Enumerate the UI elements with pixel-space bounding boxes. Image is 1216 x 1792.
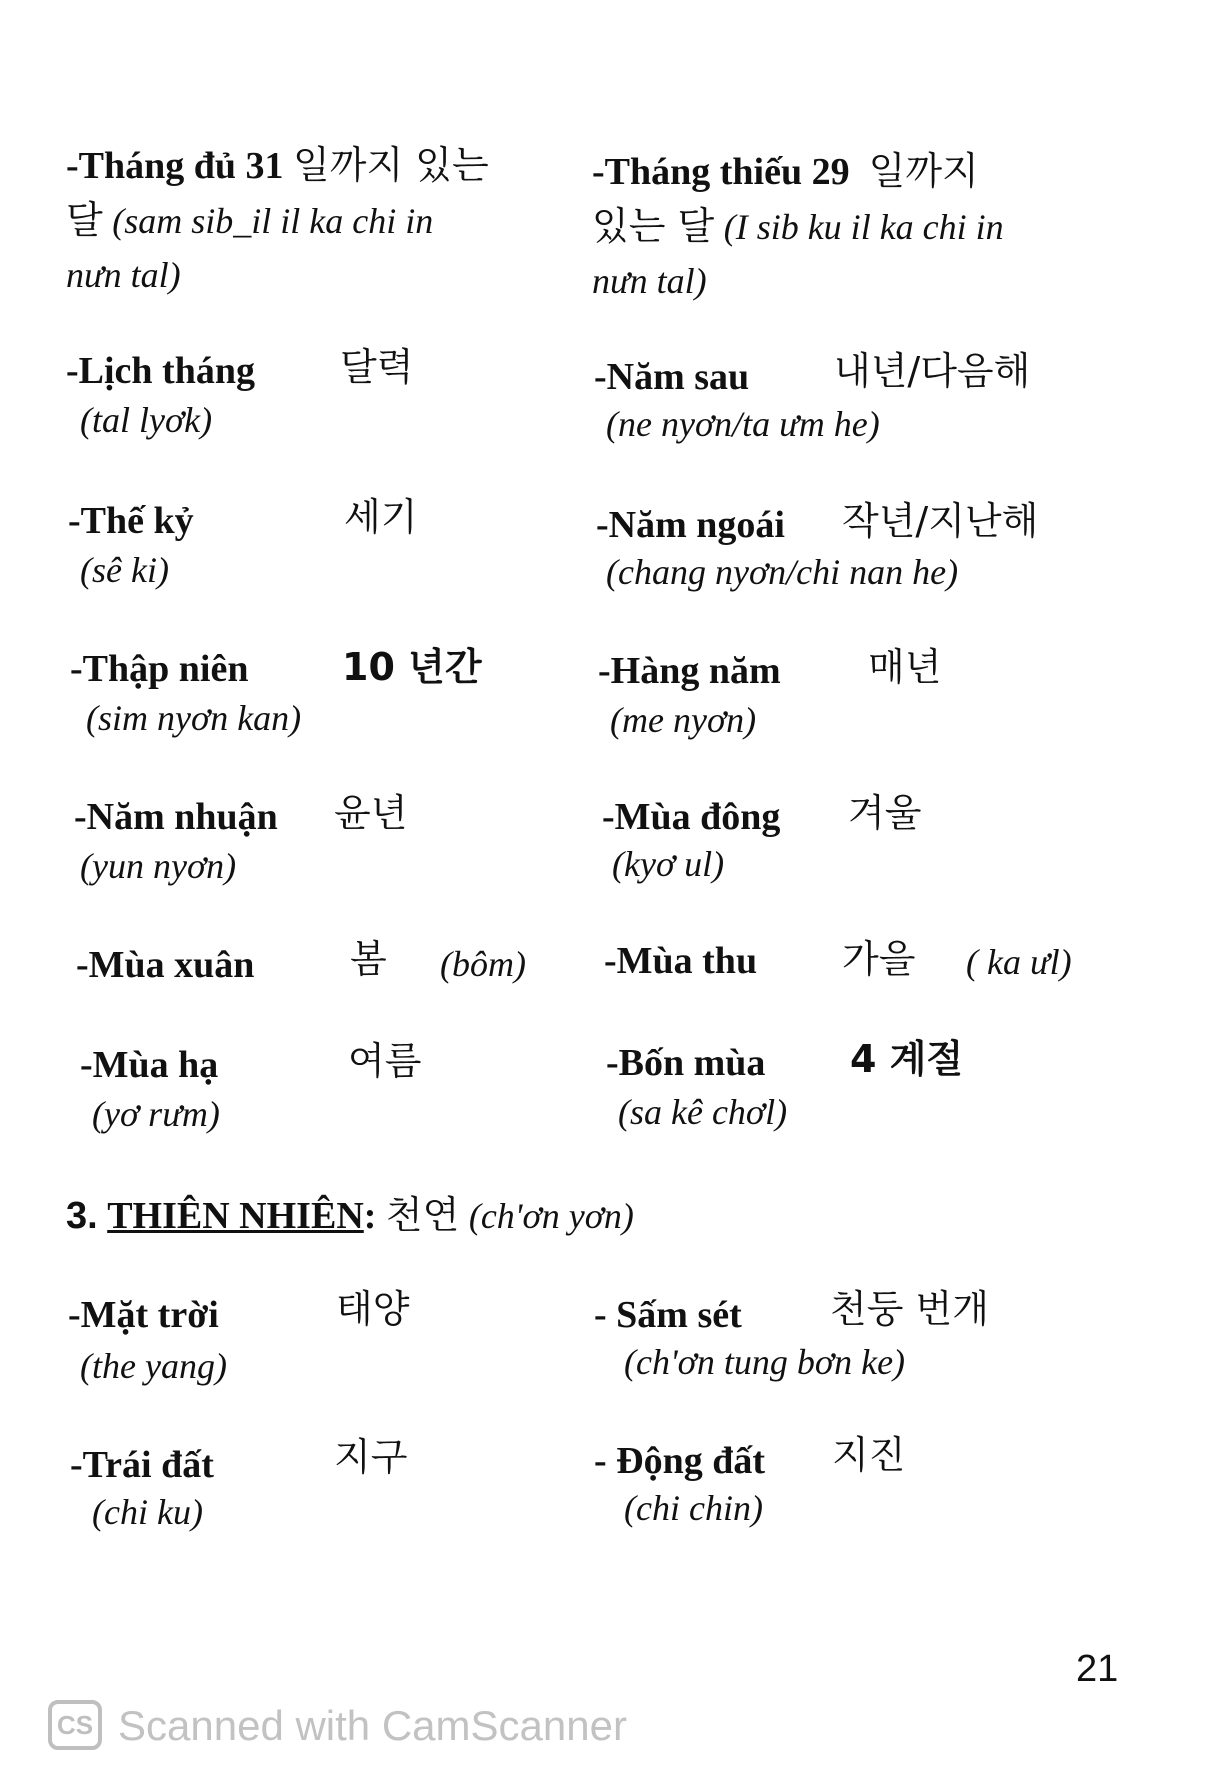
section-title: THIÊN NHIÊN: [107, 1195, 364, 1237]
section-korean: 천연: [385, 1193, 460, 1237]
entry-vietnamese: -Mùa hạ: [80, 1044, 219, 1086]
entry-korean: 겨울: [848, 791, 922, 835]
entry-thang-thieu-29: [592, 144, 1112, 308]
entry-korean: 태양: [336, 1287, 410, 1331]
entry-vietnamese: -Mùa đông: [602, 796, 781, 838]
entry-romanization: (kyơ ul): [612, 844, 725, 884]
entry-romanization: (sa kê chơl): [618, 1092, 788, 1132]
entry-korean: 4 계절: [850, 1037, 964, 1081]
entry-korean: 작년/지난해: [842, 499, 1039, 543]
entry-romanization: (sim nyơn kan): [86, 698, 302, 738]
entry-korean: 일까지: [868, 149, 979, 193]
entry-korean: 여름: [348, 1039, 422, 1083]
entry-vietnamese: -Bốn mùa: [606, 1042, 766, 1084]
entry-korean: 윤년: [334, 791, 408, 835]
entry-korean: 내년/다음해: [834, 349, 1031, 393]
entry-korean: 달: [66, 198, 103, 242]
entry-vietnamese: -Thập niên: [70, 648, 249, 690]
entry-romanization: (chi ku): [92, 1492, 203, 1532]
entry-thang-du-31: [66, 138, 546, 302]
entry-romanization: (yơ rưm): [92, 1094, 220, 1134]
entry-korean: 봄: [350, 937, 387, 981]
page-number: 21: [1076, 1648, 1119, 1690]
entry-vietnamese: -Tháng đủ 31: [66, 145, 284, 187]
entry-vietnamese: -Lịch tháng: [66, 350, 255, 392]
camscanner-logo-icon: CS: [48, 1700, 102, 1750]
entry-romanization: (chi chin): [624, 1488, 763, 1528]
entry-korean: 10 년간: [342, 645, 482, 689]
entry-romanization: (the yang): [80, 1346, 227, 1386]
entry-romanization: (chang nyơn/chi nan he): [606, 552, 959, 592]
entry-vietnamese: -Trái đất: [70, 1444, 214, 1486]
entry-vietnamese: -Năm ngoái: [596, 504, 785, 546]
entry-korean: 가을: [842, 937, 916, 981]
entry-romanization: (me nyơn): [610, 700, 757, 740]
entry-korean: 달력: [340, 345, 414, 389]
entry-vietnamese: -Mùa xuân: [76, 944, 255, 986]
entry-korean: 세기: [344, 495, 418, 539]
entry-vietnamese: -Tháng thiếu 29: [592, 151, 850, 193]
entry-romanization: nưn tal): [592, 261, 707, 301]
entry-vietnamese: -Hàng năm: [598, 650, 781, 692]
entry-vietnamese: -Năm nhuận: [74, 796, 278, 838]
entry-korean: 지구: [334, 1435, 408, 1479]
entry-romanization: nưn tal): [66, 255, 181, 295]
entry-vietnamese: - Sấm sét: [594, 1294, 742, 1336]
section-number: 3.: [66, 1195, 98, 1237]
entry-romanization: (tal lyơk): [80, 400, 213, 440]
entry-romanization: (sê ki): [80, 550, 169, 590]
scan-watermark: Scanned with CamScanner: [118, 1702, 627, 1749]
entry-romanization: (ne nyơn/ta ưm he): [606, 404, 880, 444]
entry-romanization: (bôm): [440, 944, 526, 984]
section-heading: [66, 1193, 634, 1237]
entry-romanization: (I sib ku il ka chi in: [723, 207, 1004, 247]
entry-vietnamese: -Mùa thu: [604, 940, 758, 982]
entry-vietnamese: -Thế kỷ: [68, 500, 194, 542]
entry-korean: 매년: [868, 645, 942, 689]
entry-vietnamese: -Năm sau: [594, 356, 750, 398]
entry-romanization: ( ka ưl): [966, 942, 1072, 982]
entry-romanization: (sam sib_il il ka chi in: [112, 201, 434, 241]
entry-korean: 있는 달: [592, 204, 715, 248]
section-romanization: (ch'ơn yơn): [468, 1196, 634, 1236]
entry-vietnamese: - Động đất: [594, 1440, 766, 1482]
entry-korean: 천둥 번개: [830, 1287, 989, 1331]
entry-romanization: (ch'ơn tung bơn ke): [624, 1342, 906, 1382]
entry-korean: 일까지 있는: [293, 143, 489, 187]
entry-romanization: (yun nyơn): [80, 846, 237, 886]
entry-korean: 지진: [832, 1433, 906, 1477]
section-colon: :: [363, 1195, 377, 1237]
entry-vietnamese: -Mặt trời: [68, 1294, 219, 1336]
